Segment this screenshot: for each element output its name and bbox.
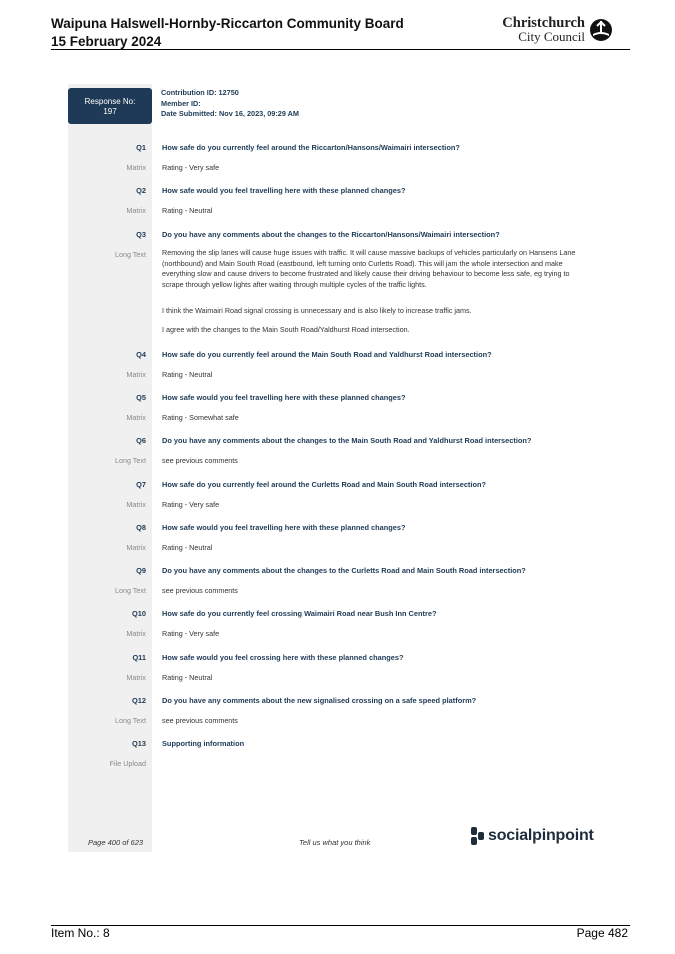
socialpinpoint-logo (471, 827, 594, 845)
card-sidebar (68, 84, 152, 852)
logo-line-1: Christchurch (502, 15, 585, 31)
answer-text: see previous comments (162, 586, 238, 595)
question-number: Q7 (136, 480, 146, 489)
answer-type: Matrix (126, 370, 146, 379)
question-number: Q9 (136, 566, 146, 575)
answer-type: Matrix (126, 543, 146, 552)
answer-type: Long Text (114, 456, 146, 465)
question-text: Supporting information (162, 739, 245, 748)
question-text: How safe would you feel travelling here with these planned changes? (162, 186, 406, 195)
socialpinpoint-wordmark: socialpinpoint (488, 827, 594, 844)
council-emblem-icon (589, 18, 613, 42)
response-label: Response No: (84, 97, 136, 106)
question-number: Q1 (136, 143, 146, 152)
answer-text: Rating - Somewhat safe (162, 413, 239, 422)
answer-type: Long Text (114, 716, 146, 725)
answer-type: Long Text (114, 586, 146, 595)
question-number: Q10 (132, 609, 146, 618)
date-submitted: Date Submitted: Nov 16, 2023, 09:29 AM (161, 109, 300, 118)
answer-text: Rating - Very safe (162, 163, 220, 172)
answer-type: Matrix (126, 206, 146, 215)
question-text: Do you have any comments about the changes to the Curletts Road and Main South Road intersection? (162, 566, 526, 575)
answer-type: Matrix (126, 500, 146, 509)
answer-type: Matrix (126, 413, 146, 422)
answer-text: see previous comments (162, 716, 238, 725)
answer-text: Rating - Very safe (162, 500, 220, 509)
answer-text: Rating - Neutral (162, 673, 213, 682)
page-number: Page 482 (576, 926, 628, 940)
question-text: Do you have any comments about the changes to the Riccarton/Hansons/Waimairi intersection? (162, 230, 500, 239)
question-number: Q2 (136, 186, 146, 195)
question-number: Q8 (136, 523, 146, 532)
answer-text: see previous comments (162, 456, 238, 465)
question-text: How safe would you feel travelling here with these planned changes? (162, 523, 406, 532)
logo-line-2: City Council (518, 29, 585, 44)
answer-type: File Upload (109, 759, 146, 768)
question-number: Q4 (136, 350, 146, 359)
item-number: Item No.: 8 (51, 926, 110, 940)
meeting-date: 15 February 2024 (51, 34, 162, 49)
header-divider (51, 49, 630, 50)
question-text: How safe do you currently feel crossing Waimairi Road near Bush Inn Centre? (162, 609, 437, 618)
answer-text: Rating - Neutral (162, 370, 213, 379)
member-id: Member ID: (161, 98, 201, 108)
question-text: How safe would you feel crossing here with these planned changes? (162, 653, 404, 662)
contribution-id: Contribution ID: 12750 (161, 88, 239, 97)
board-name: Waipuna Halswell-Hornby-Riccarton Community Board (51, 16, 404, 31)
card-page-number: Page 400 of 623 (88, 838, 144, 847)
footer-divider (51, 925, 630, 926)
question-text: How safe would you feel travelling here with these planned changes? (162, 393, 406, 402)
answer-text: Rating - Very safe (162, 629, 220, 638)
question-text: How safe do you currently feel around the Riccarton/Hansons/Waimairi intersection? (162, 143, 460, 152)
answer-text: Rating - Neutral (162, 543, 213, 552)
question-number: Q11 (132, 653, 146, 662)
answer-paragraph: I think the Waimairi Road signal crossing is unnecessary and is also likely to increase traffic jams. (162, 306, 472, 315)
question-text: Do you have any comments about the changes to the Main South Road and Yaldhurst Road intersection? (162, 436, 532, 445)
question-number: Q3 (136, 230, 146, 239)
answer-type: Matrix (126, 673, 146, 682)
response-number-badge (68, 88, 152, 124)
question-number: Q13 (132, 739, 146, 748)
question-number: Q6 (136, 436, 146, 445)
answer-type: Matrix (126, 163, 146, 172)
response-number: 197 (103, 107, 117, 116)
question-text: How safe do you currently feel around the Curletts Road and Main South Road intersection? (162, 480, 486, 489)
question-number: Q12 (132, 696, 146, 705)
answer-type: Matrix (126, 629, 146, 638)
socialpinpoint-icon (471, 827, 484, 845)
answer-type: Long Text (114, 250, 146, 259)
response-meta (161, 88, 299, 120)
answer-paragraph: I agree with the changes to the Main South Road/Yaldhurst Road intersection. (162, 325, 410, 334)
document-title (51, 15, 404, 51)
card-tagline: Tell us what you think (299, 838, 371, 847)
question-number: Q5 (136, 393, 146, 402)
question-text: Do you have any comments about the new signalised crossing on a safe speed platform? (162, 696, 477, 705)
response-card (68, 84, 612, 860)
question-text: How safe do you currently feel around the Main South Road and Yaldhurst Road intersection? (162, 350, 492, 359)
answer-paragraph: Removing the slip lanes will cause huge issues with traffic. It will cause massive backups of vehicles particularly on Hansens Lane (northbound) and Main South Road (eastbound, left turning onto Curletts Road). This will jam the whole intersection and make everything slow and cause drivers to become frustrated and likely cause their driving behaviour to become less safe, eg trying to scrape through yellow lights after waiting through multiple cycles of the traffic lights. (162, 248, 576, 289)
answer-text: Rating - Neutral (162, 206, 213, 215)
council-logo (502, 16, 613, 44)
